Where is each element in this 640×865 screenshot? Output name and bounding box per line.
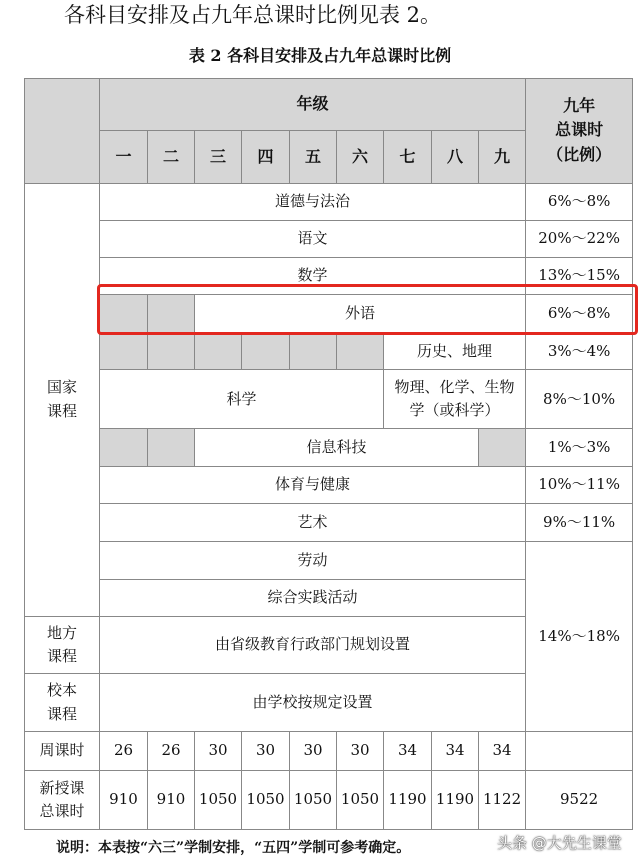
grade-cell: 五 (290, 131, 337, 183)
grade-cell: 三 (195, 131, 242, 183)
intro-text: 各科目安排及占九年总课时比例见表 2。 (64, 3, 442, 27)
total-hours-cell: 1050 (337, 770, 384, 829)
row-morality (25, 183, 633, 220)
school-course-text: 由学校按规定设置 (100, 674, 526, 732)
row-pe (25, 466, 633, 503)
row-labor (25, 542, 633, 579)
subject-it: 信息科技 (195, 428, 479, 466)
weekly-hours-cell: 30 (290, 732, 337, 770)
total-hours-cell: 1190 (432, 770, 479, 829)
row-it (25, 428, 633, 466)
subject-practice: 综合实践活动 (100, 579, 526, 616)
total-hours-label: 新授课 总课时 (25, 770, 100, 829)
subject-math: 数学 (100, 257, 526, 294)
ratio-it: 1%～3% (526, 428, 633, 466)
grade-header: 年级 (100, 79, 526, 131)
row-chinese (25, 220, 633, 257)
ratio-header: 九年 总课时 （比例） (526, 79, 633, 184)
grade-cell: 四 (242, 131, 290, 183)
ratio-chinese: 20%～22% (526, 220, 633, 257)
ratio-shared: 14%～18% (526, 542, 633, 732)
grade-cell: 八 (432, 131, 479, 183)
table-caption: 表 2 各科目安排及占九年总课时比例 (188, 46, 452, 65)
group-school: 校本 课程 (25, 674, 100, 732)
row-total-hours (25, 770, 633, 829)
weekly-hours-empty (526, 732, 633, 770)
shaded-cell (100, 333, 148, 370)
ratio-science: 8%～10% (526, 370, 633, 428)
ratio-history-geo: 3%～4% (526, 333, 633, 370)
ratio-foreign: 6%～8% (526, 295, 633, 333)
local-course-text: 由省级教育行政部门规划设置 (100, 616, 526, 673)
shaded-cell (100, 428, 148, 466)
ratio-morality: 6%～8% (526, 183, 633, 220)
total-hours-cell: 1122 (479, 770, 526, 829)
group-national: 国家 课程 (25, 183, 100, 616)
row-history-geo (25, 333, 633, 370)
subject-art: 艺术 (100, 504, 526, 542)
grade-cell: 九 (479, 131, 526, 183)
total-hours-cell: 1050 (242, 770, 290, 829)
curriculum-table (24, 78, 633, 830)
subject-foreign: 外语 (195, 295, 526, 333)
ratio-pe: 10%～11% (526, 466, 633, 503)
header-row (25, 79, 633, 131)
weekly-hours-cell: 34 (384, 732, 432, 770)
weekly-hours-cell: 34 (432, 732, 479, 770)
row-art (25, 504, 633, 542)
total-hours-cell: 1050 (195, 770, 242, 829)
grade-cell: 六 (337, 131, 384, 183)
subject-chinese: 语文 (100, 220, 526, 257)
shaded-cell (195, 333, 242, 370)
shaded-cell (479, 428, 526, 466)
weekly-hours-cell: 26 (100, 732, 148, 770)
total-hours-sum: 9522 (526, 770, 633, 829)
watermark: 头条 @大先生课堂 (497, 834, 622, 852)
row-science (25, 370, 633, 428)
highlight-box (97, 284, 638, 335)
weekly-hours-cell: 30 (195, 732, 242, 770)
weekly-hours-cell: 30 (242, 732, 290, 770)
shaded-cell (148, 428, 195, 466)
ratio-math: 13%～15% (526, 257, 633, 294)
corner-cell (25, 79, 100, 184)
subject-science: 科学 (100, 370, 384, 428)
grade-cell: 七 (384, 131, 432, 183)
subject-science-alt: 物理、化学、生物 学（或科学） (384, 370, 526, 428)
group-local: 地方 课程 (25, 616, 100, 673)
subject-labor: 劳动 (100, 542, 526, 579)
total-hours-cell: 910 (148, 770, 195, 829)
total-hours-cell: 1050 (290, 770, 337, 829)
shaded-cell (290, 333, 337, 370)
weekly-hours-label: 周课时 (25, 732, 100, 770)
note-text: 说明：本表按“六三”学制安排，“五四”学制可参考确定。 (56, 840, 411, 856)
weekly-hours-cell: 30 (337, 732, 384, 770)
grade-cell: 二 (148, 131, 195, 183)
weekly-hours-cell: 26 (148, 732, 195, 770)
subject-history-geo: 历史、地理 (384, 333, 526, 370)
grade-cell: 一 (100, 131, 148, 183)
subject-morality: 道德与法治 (100, 183, 526, 220)
shaded-cell (337, 333, 384, 370)
total-hours-cell: 910 (100, 770, 148, 829)
ratio-art: 9%～11% (526, 504, 633, 542)
row-weekly-hours (25, 732, 633, 770)
total-hours-cell: 1190 (384, 770, 432, 829)
shaded-cell (242, 333, 290, 370)
subject-pe: 体育与健康 (100, 466, 526, 503)
weekly-hours-cell: 34 (479, 732, 526, 770)
shaded-cell (148, 333, 195, 370)
